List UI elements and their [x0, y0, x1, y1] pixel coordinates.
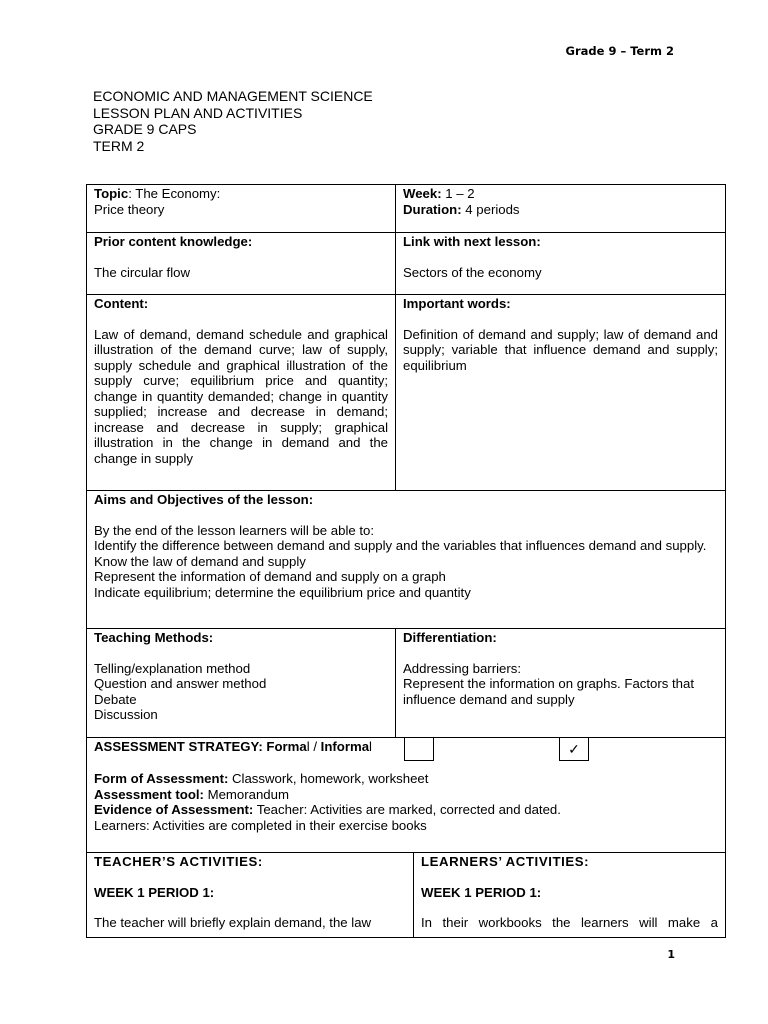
duration-value: 4 periods	[461, 201, 520, 217]
link-text: Sectors of the economy	[403, 264, 542, 280]
check-icon: ✓	[568, 741, 580, 757]
topic-value: : The Economy:	[128, 186, 221, 201]
prior-text: The circular flow	[94, 264, 191, 280]
title-grade: GRADE 9 CAPS	[93, 121, 197, 137]
teacher-activities-label: TEACHER’S ACTIVITIES:	[94, 854, 263, 869]
week-label: Week:	[403, 186, 442, 201]
learner-week: WEEK 1 PERIOD 1:	[421, 884, 542, 900]
formal-checkbox[interactable]	[404, 737, 434, 761]
teacher-text: The teacher will briefly explain demand, the law	[94, 915, 372, 930]
week-value: 1 – 2	[441, 186, 475, 201]
differentiation-cell	[396, 629, 726, 738]
page-number: 1	[667, 948, 675, 961]
prior-label: Prior content knowledge:	[94, 234, 253, 249]
teaching-method: Telling/explanation method	[94, 660, 251, 676]
teacher-activities-cell	[87, 853, 414, 938]
assessment-cell	[87, 738, 726, 853]
important-label: Important words:	[403, 296, 511, 311]
aims-label: Aims and Objectives of the lesson:	[94, 492, 314, 507]
page-header: Grade 9 – Term 2	[565, 44, 674, 58]
link-label: Link with next lesson:	[403, 234, 541, 249]
topic-cell	[87, 185, 396, 233]
learners-line: Learners: Activities are completed in their exercise books	[94, 817, 427, 833]
evidence-label: Evidence of Assessment:	[94, 802, 254, 817]
teaching-method: Question and answer method	[94, 676, 267, 691]
duration-label: Duration:	[403, 201, 462, 217]
assessment-strategy-l: l	[306, 739, 310, 754]
title-lesson-plan: LESSON PLAN AND ACTIVITIES	[93, 104, 303, 121]
prior-row	[87, 233, 726, 295]
important-text: Definition of demand and supply; law of demand and supply; variable that influence demand and supply; equilibrium	[403, 326, 718, 373]
title-subject: ECONOMIC AND MANAGEMENT SCIENCE	[93, 88, 373, 104]
learner-text: In their workbooks the learners will make a	[421, 915, 718, 930]
tool-value: Memorandum	[203, 786, 289, 802]
learner-activities-cell	[414, 853, 726, 938]
week-cell	[396, 185, 726, 233]
assessment-strategy-sep: /	[309, 739, 321, 754]
informal-checkbox[interactable]	[559, 737, 589, 761]
aims-item: Identify the difference between demand and supply and the variables that influences demand and supply.	[94, 538, 707, 553]
title-term: TERM 2	[93, 137, 145, 154]
assessment-strategy-label: ASSESSMENT STRATEGY: Forma	[94, 739, 307, 754]
tool-label: Assessment tool:	[94, 786, 204, 802]
assessment-strategy	[94, 739, 718, 763]
teacher-week: WEEK 1 PERIOD 1:	[94, 884, 215, 900]
activities-row	[87, 853, 726, 938]
evidence-value: Teacher: Activities are marked, corrected and dated.	[253, 802, 561, 817]
form-label: Form of Assessment:	[94, 771, 229, 786]
teaching-method: Discussion	[94, 707, 158, 722]
aims-item: Indicate equilibrium; determine the equilibrium price and quantity	[94, 584, 471, 600]
assessment-row	[87, 738, 726, 853]
content-cell	[87, 295, 396, 491]
aims-item: Know the law of demand and supply	[94, 553, 306, 569]
content-row	[87, 295, 726, 491]
differentiation-line1: Addressing barriers:	[403, 660, 522, 676]
assessment-strategy-informal: Informa	[320, 739, 370, 754]
lesson-plan-table	[86, 184, 726, 938]
link-cell	[396, 233, 726, 295]
teaching-row	[87, 629, 726, 738]
content-text: Law of demand, demand schedule and graphical illustration of the demand curve; law of supply, supply schedule and graphical illustration of the supply curve; equilibrium price and quantity; change in quantity demanded; change in quantity supplied; increase and decrease in demand; increase and decrease in supply; graphical illustration in the change in demand and the change in supply	[94, 326, 388, 466]
topic-label: Topic	[94, 186, 129, 201]
learner-activities-label: LEARNERS’ ACTIVITIES:	[421, 854, 590, 869]
differentiation-label: Differentiation:	[403, 630, 497, 645]
important-cell	[396, 295, 726, 491]
teaching-method: Debate	[94, 691, 137, 707]
aims-cell	[87, 491, 726, 629]
content-label: Content:	[94, 296, 149, 311]
aims-row	[87, 491, 726, 629]
aims-intro: By the end of the lesson learners will be able to:	[94, 522, 375, 538]
document-titles	[93, 88, 373, 154]
prior-cell	[87, 233, 396, 295]
teaching-label: Teaching Methods:	[94, 630, 214, 645]
teaching-cell	[87, 629, 396, 738]
assessment-strategy-l2: l	[369, 739, 372, 754]
topic-line2: Price theory	[94, 201, 165, 217]
aims-item: Represent the information of demand and supply on a graph	[94, 569, 446, 584]
form-value: Classwork, homework, worksheet	[228, 771, 429, 786]
differentiation-text: Represent the information on graphs. Factors that influence demand and supply	[403, 676, 695, 707]
topic-row	[87, 185, 726, 233]
